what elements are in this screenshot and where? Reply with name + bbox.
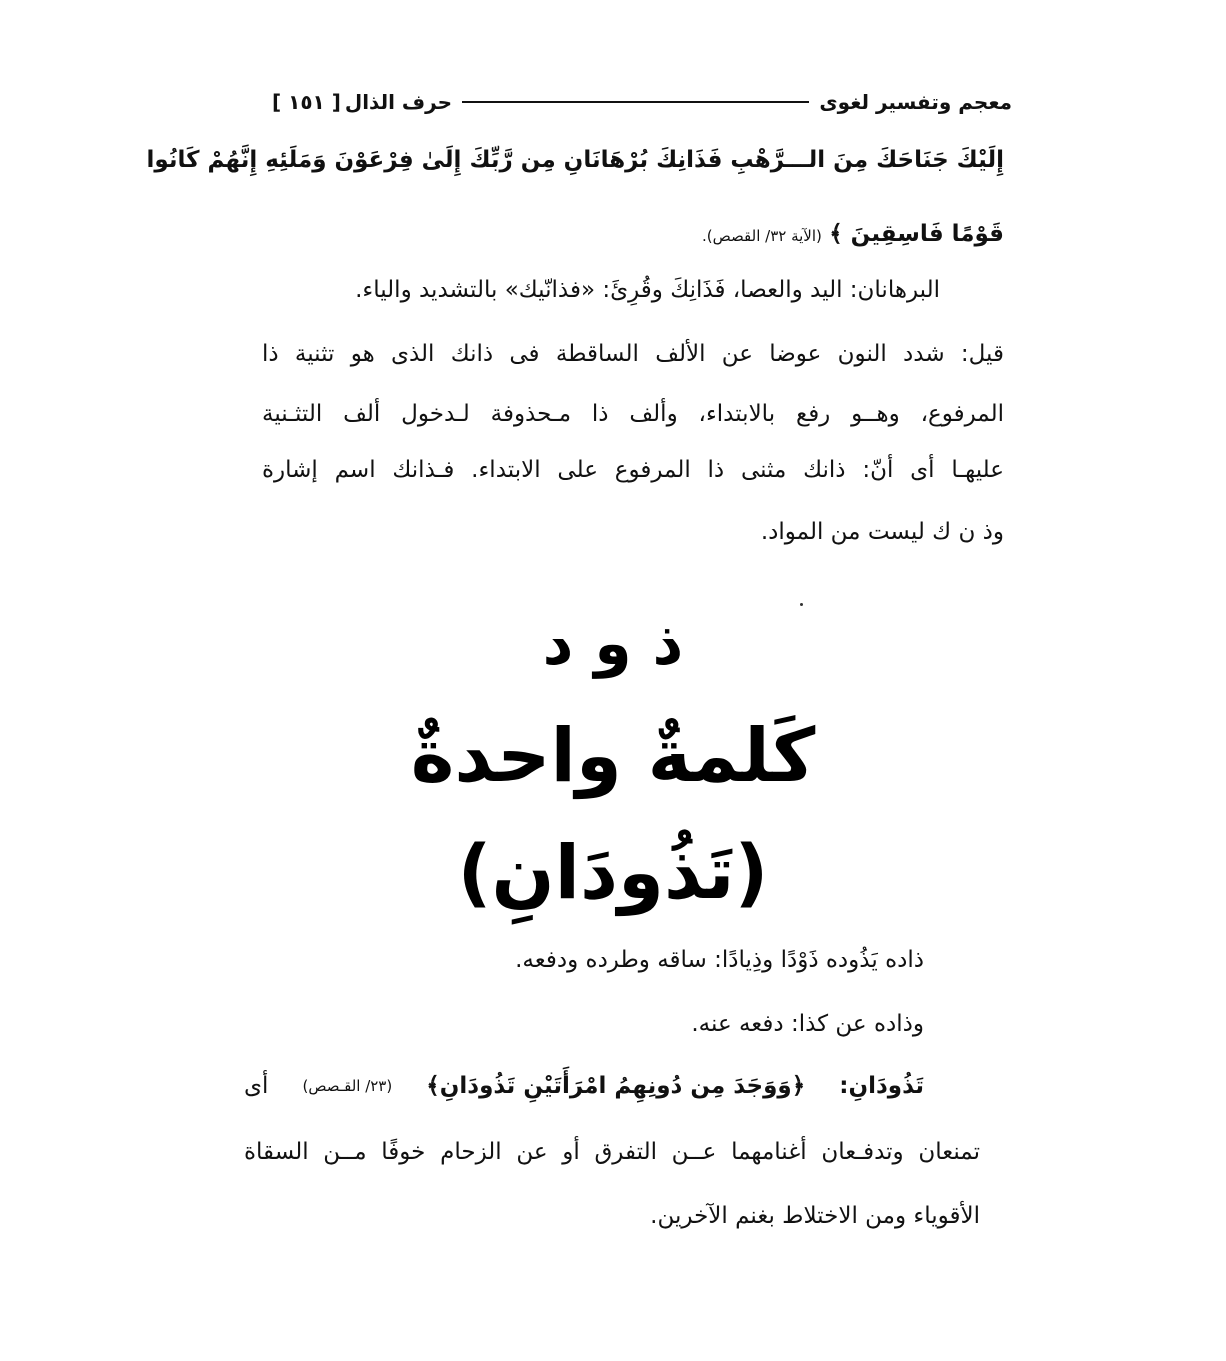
definition-line: الأقوياء ومن الاختلاط بغنم الآخرين. <box>650 1203 980 1229</box>
headword-inline: تَذُودَانِ: <box>839 1073 924 1099</box>
explanation-line: قيل: شدد النون عوضا عن الألف الساقطة فى ذانك الذى هو تثنية ذا <box>262 341 1004 367</box>
verse-reference: (الآية ٣٢/ القصص). <box>702 227 822 245</box>
explanation-line: وذ ن ك ليست من المواد. <box>760 519 1004 545</box>
definition-citation-line <box>244 1066 924 1106</box>
quran-verse-line: إِلَيْكَ جَنَاحَكَ مِنَ الـــرَّهْبِ فَذَانِكَ بُرْهَانَانِ مِن رَّبِّكَ إِلَىٰ فِرْعَوْنَ وَمَلَئِهِ إِنَّهُمْ كَانُوا <box>146 147 1004 173</box>
quran-verse-end-line <box>702 214 1004 256</box>
explanation-line: البرهانان: اليد والعصا، فَذَانِكَ وقُرِئَ: «فذانّيك» بالتشديد والياء. <box>355 277 940 303</box>
definition-line: ذاده يَذُوده ذَوْدًا وذِيادًا: ساقه وطرده ودفعه. <box>515 947 924 973</box>
definition-line: تمنعان وتدفـعان أغنامهما عــن التفرق أو عن الزحام خوفًا مــن السقاة <box>244 1139 980 1165</box>
book-title: معجم وتفسير لغوى <box>819 90 1012 114</box>
quran-citation: ﴿وَوَجَدَ مِن دُونِهِمُ امْرَأَتَيْنِ تَذُودَانِ﴾ <box>426 1073 806 1099</box>
page-number: [ ١٥١ ] <box>272 90 341 114</box>
header-rule <box>462 101 809 103</box>
explanation-line: عليهـا أى أنّ: ذانك مثنى ذا المرفوع على الابتداء. فـذانك اسم إشارة <box>262 457 1004 483</box>
definition-line: وذاده عن كذا: دفعه عنه. <box>691 1011 924 1037</box>
section-title: حرف الذال <box>344 90 453 114</box>
root-heading: ذ و د <box>542 609 684 679</box>
verse-reference: (٢٣/ القـصص) <box>302 1077 393 1095</box>
explanation-line: المرفوع، وهــو رفع بالابتداء، وألف ذا مـحذوفة لـدخول ألف التثـنية <box>262 401 1004 427</box>
word-count-heading: كَلمةٌ واحدةٌ <box>410 713 816 799</box>
quran-verse-end: قَوْمًا فَاسِقِينَ ﴾ <box>829 221 1004 247</box>
definition-text: أى <box>244 1073 269 1099</box>
headword: (تَذُودَانِ) <box>457 830 769 916</box>
page-header <box>272 84 1012 120</box>
